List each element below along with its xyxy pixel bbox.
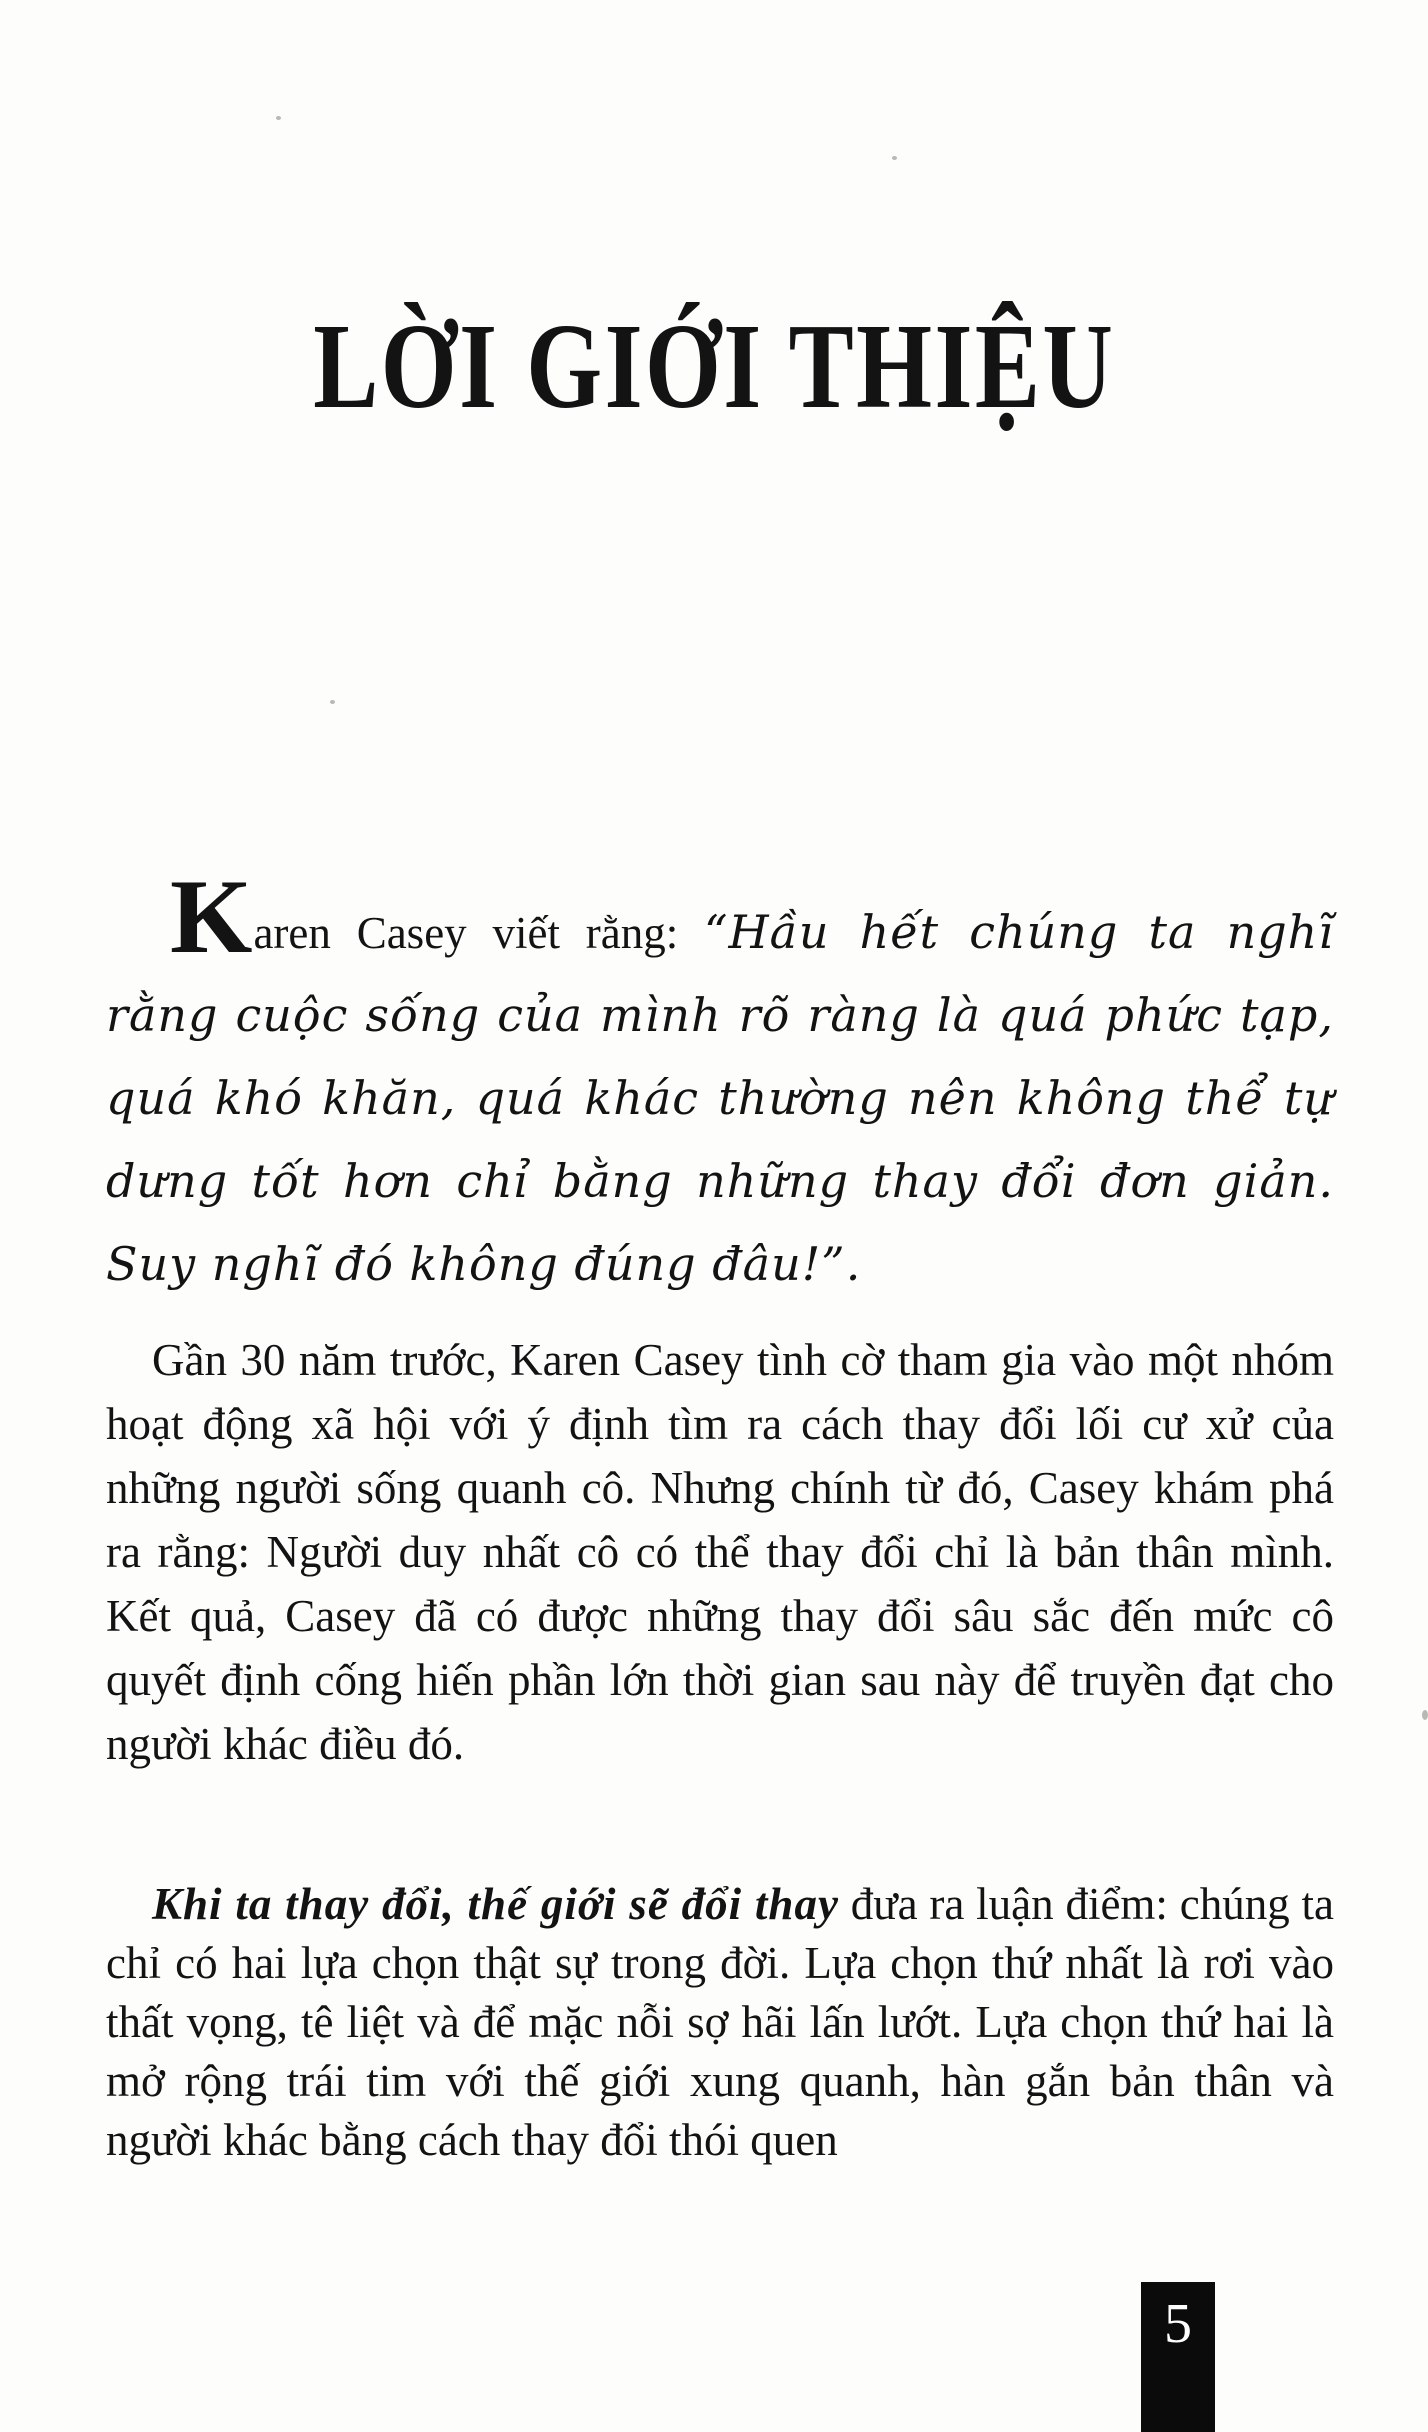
page-title-text: LỜI GIỚI THIỆU [312,299,1115,434]
page-number-badge [1141,2282,1215,2432]
body-paragraph-text: đưa ra luận điểm: chúng ta chỉ có hai lựa chọn thật sự trong đời. Lựa chọn thứ nhất là rơi vào thất vọng, tê liệt và để mặc nỗi sợ hãi lấn lướt. Lựa chọn thứ hai là mở rộng trái tim với thế giới xung quanh, hàn gắn bản thân và người khác bằng cách thay đổi thói quen [106,1879,1334,2165]
scan-speck [1422,1710,1428,1720]
book-title-emphasis: Khi ta thay đổi, thế giới sẽ đổi thay [152,1879,839,1929]
body-paragraph-book-point [106,1875,1334,2170]
quote-lead-in: aren Casey viết rằng: [253,908,705,958]
page-number: 5 [1164,2293,1192,2355]
quote-text: “Hầu hết chúng ta nghĩ rằng cuộc sống của mình rõ ràng là quá phức tạp, quá khó khăn, quá khác thường nên không thể tự dưng tốt hơn chỉ bằng những thay đổi đơn giản. Suy nghĩ đó không đúng đâu!”. [106,905,1334,1291]
body-paragraph [106,1328,1334,1776]
scan-speck [330,700,335,704]
drop-cap: K [170,858,254,975]
body-paragraph-text: Gần 30 năm trước, Karen Casey tình cờ tham gia vào một nhóm hoạt động xã hội với ý định tìm ra cách thay đổi lối cư xử của những người sống quanh cô. Nhưng chính từ đó, Casey khám phá ra rằng: Người duy nhất cô có thể thay đổi chỉ là bản thân mình. Kết quả, Casey đã có được những thay đổi sâu sắc đến mức cô quyết định cống hiến phần lớn thời gian sau này để truyền đạt cho người khác điều đó. [106,1335,1334,1769]
scan-speck [276,116,281,120]
scan-speck [892,156,897,160]
intro-paragraph-quote [106,858,1334,1306]
page-title [0,299,1428,434]
